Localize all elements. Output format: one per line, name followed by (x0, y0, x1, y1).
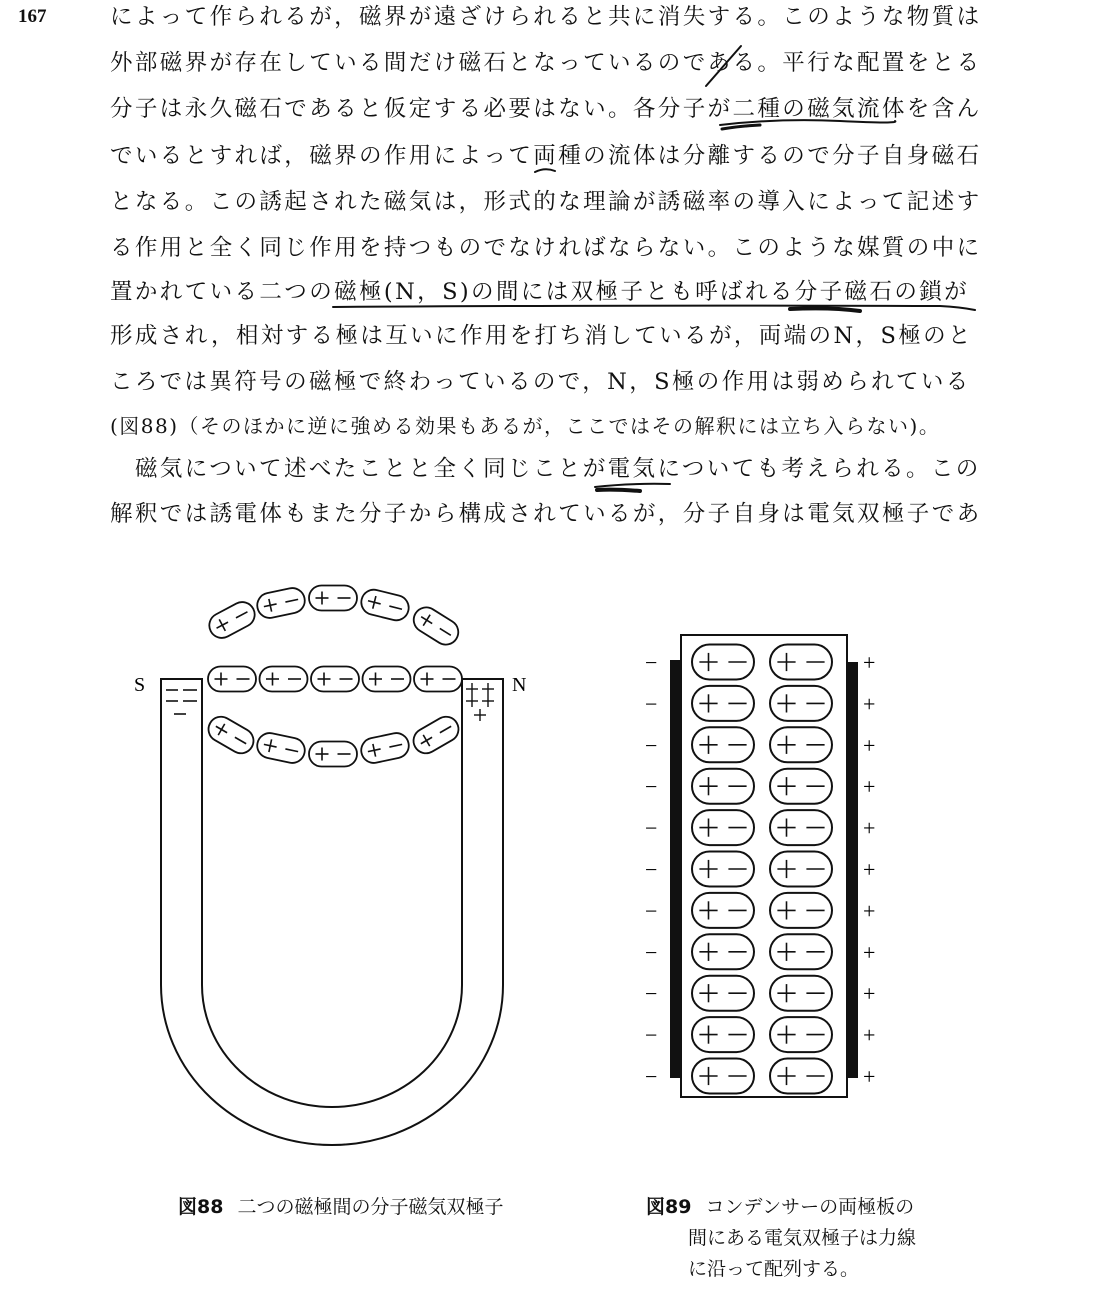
positive-charge-sign: + (863, 898, 876, 924)
negative-charge-sign: − (645, 732, 658, 758)
figure-89-caption-line: 間にある電気双極子は力線 (688, 1227, 917, 1249)
negative-charge-sign: − (645, 981, 658, 1007)
dipole (770, 810, 832, 845)
positive-charge-sign: + (863, 732, 876, 758)
text-line: 外部磁界が存在している間だけ磁石となっているのである。平行な配置をとる (110, 50, 982, 76)
page-number: 167 (18, 6, 47, 27)
text-line: によって作られるが，磁界が遠ざけられると共に消失する。このような物質は (110, 4, 982, 30)
text-line: ころでは異符号の磁極で終わっているので，N，S極の作用は弱められている (110, 369, 971, 395)
text-line: 形成され，相対する極は互いに作用を打ち消しているが，両端のN，S極のと (110, 323, 973, 349)
positive-charge-sign: + (863, 1064, 876, 1089)
electric-dipoles (692, 645, 832, 1094)
figure-89-caption (646, 1192, 916, 1285)
dipole (770, 769, 832, 804)
dipole (692, 686, 754, 721)
positive-charge-sign: + (863, 939, 876, 965)
dipole (692, 1017, 754, 1052)
dipole (770, 1059, 832, 1094)
text-line: 置かれている二つの磁極(N，S)の間には双極子とも呼ばれる分子磁石の鎖が (110, 279, 970, 305)
negative-charge-sign: − (645, 1022, 658, 1048)
negative-charge-sign: − (645, 939, 658, 965)
negative-charge-sign: − (645, 691, 658, 717)
figure-89-caption-line: コンデンサーの両極板の (705, 1196, 915, 1218)
figure-89-number: 図89 (646, 1196, 692, 1218)
text-line: 分子は永久磁石であると仮定する必要はない。各分子が二種の磁気流体を含ん (110, 96, 982, 122)
figure-88-caption (178, 1192, 503, 1223)
positive-charge-sign: + (863, 981, 876, 1007)
negative-charge-sign: − (645, 650, 658, 675)
text-line: でいるとすれば，磁界の作用によって両種の流体は分離するので分子自身磁石 (110, 143, 982, 169)
dipole (770, 934, 832, 969)
positive-charge-sign: + (863, 857, 876, 882)
dipole (770, 893, 832, 928)
text-line: となる。この誘起された磁気は，形式的な理論が誘磁率の導入によって記述す (110, 189, 982, 215)
capacitor-plate-positive (847, 662, 858, 1078)
positive-charge-sign: + (863, 774, 876, 800)
text-line: 解釈では誘電体もまた分子から構成されているが，分子自身は電気双極子であ (110, 501, 982, 527)
dipole (692, 976, 754, 1011)
dipole (770, 976, 832, 1011)
negative-charge-sign: − (645, 1064, 658, 1089)
pole-label-s: S (134, 674, 146, 696)
text-line: 磁気について述べたことと全く同じことが電気についても考えられる。この (135, 456, 981, 482)
positive-charge-sign: + (863, 650, 876, 675)
dipole (692, 810, 754, 845)
positive-charge-sign: + (863, 691, 876, 717)
figure-88-caption-text: 二つの磁極間の分子磁気双極子 (237, 1196, 504, 1218)
dipole (692, 769, 754, 804)
figure-88-number: 図88 (178, 1196, 224, 1218)
negative-charge-sign: − (645, 898, 658, 924)
dipole (770, 1017, 832, 1052)
dipole (692, 934, 754, 969)
dipole (770, 852, 832, 887)
dipole (692, 1059, 754, 1094)
positive-charge-sign: + (863, 1022, 876, 1048)
dipole (692, 645, 754, 680)
negative-charge-sign: − (645, 774, 658, 800)
dipole (692, 727, 754, 762)
negative-charge-sign: − (645, 857, 658, 882)
dipole (692, 893, 754, 928)
dipole (770, 727, 832, 762)
dipole (770, 645, 832, 680)
positive-charge-sign: + (863, 815, 876, 841)
text-line: (図88)（そのほかに逆に強める効果もあるが，ここではその解釈には立ち入らない)。 (110, 414, 941, 438)
negative-charge-sign: − (645, 815, 658, 841)
pole-label-n: N (512, 674, 527, 696)
capacitor-plate-negative (670, 660, 681, 1078)
dipole (692, 852, 754, 887)
text-line: る作用と全く同じ作用を持つものでなければならない。このような媒質の中に (110, 235, 982, 261)
figure-89-caption-line: に沿って配列する。 (688, 1258, 860, 1280)
dipole (770, 686, 832, 721)
